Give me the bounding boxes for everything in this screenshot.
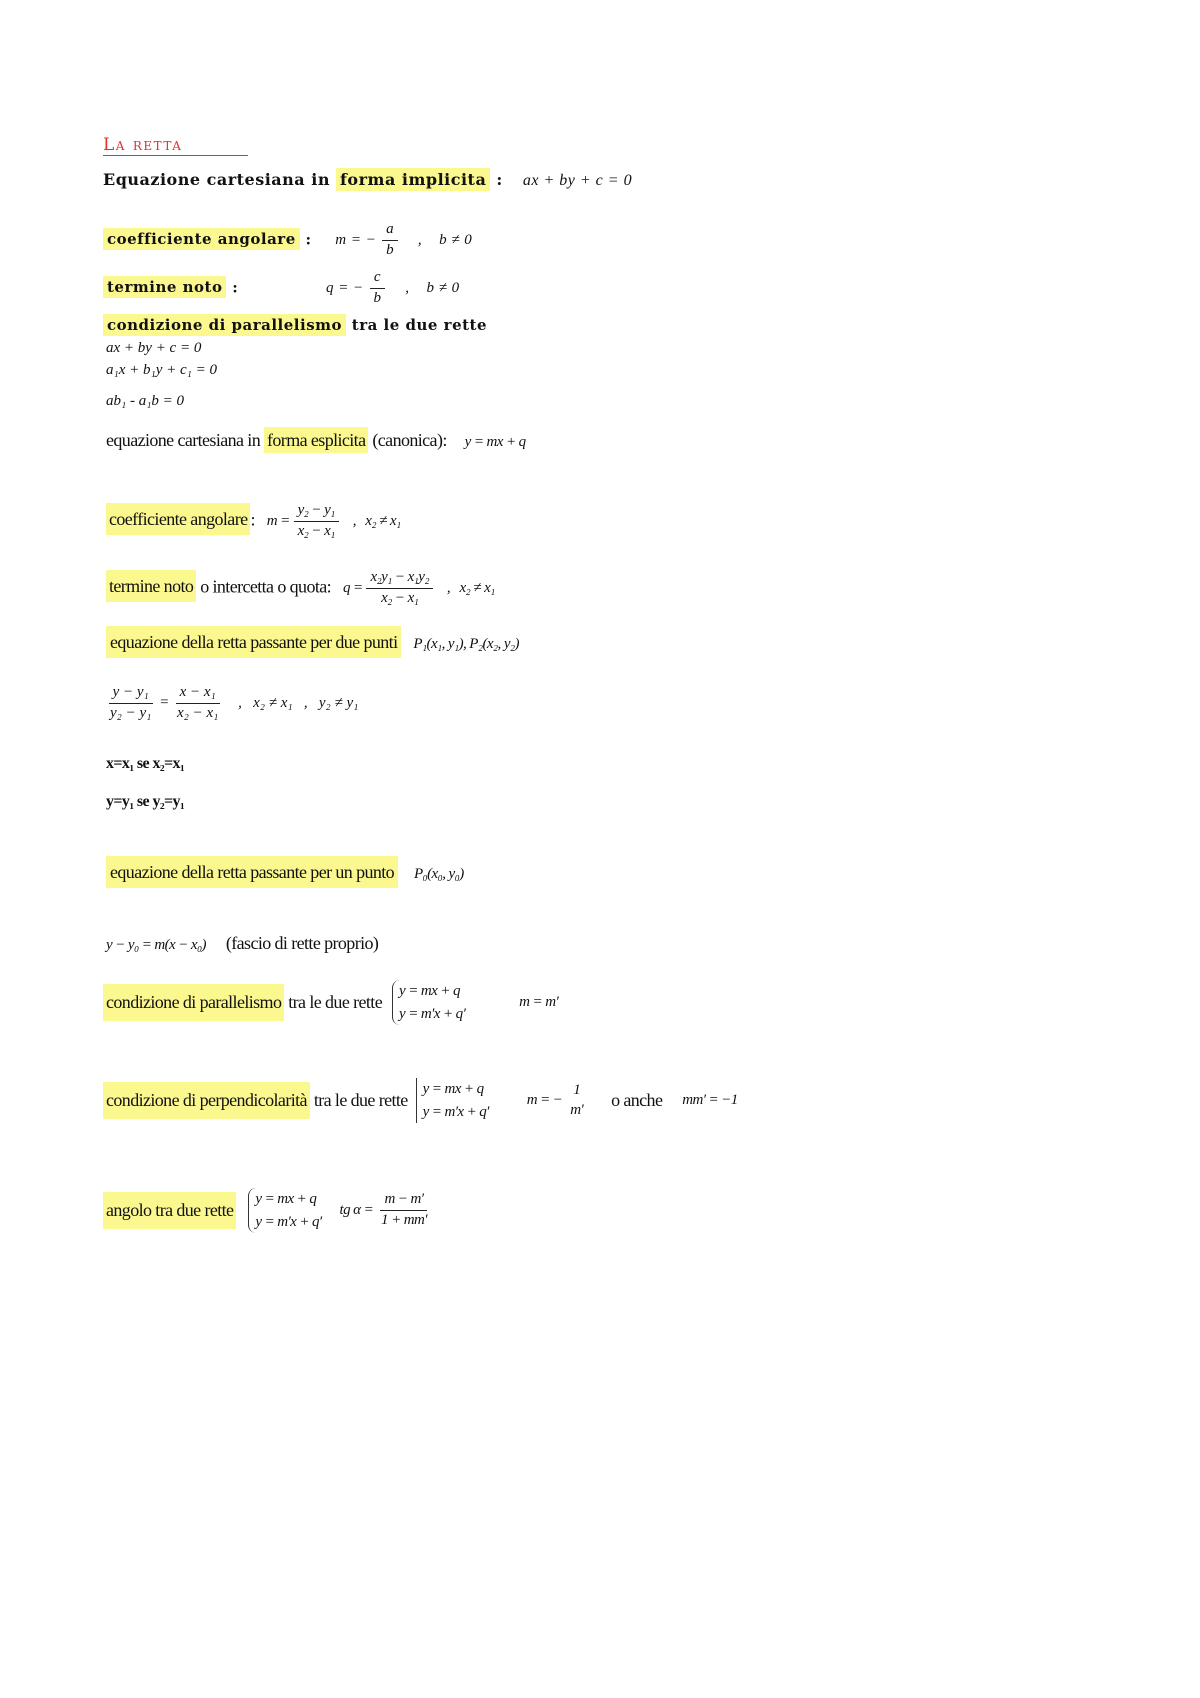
bundle-formula: y − y₀ = m(x − x₀) <box>106 937 206 953</box>
case-y-line: y=y₁ se y₂=y₁ <box>106 793 185 810</box>
perp-system <box>416 1078 489 1123</box>
par-explicit-label: condizione di parallelismo <box>103 984 284 1021</box>
angle-sys2: y = m′x + q′ <box>255 1213 322 1230</box>
coef-implicit-num: a <box>382 222 398 241</box>
par-explicit-sys2: y = m′x + q′ <box>399 1005 466 1022</box>
perp-sys1: y = mx + q <box>422 1081 484 1097</box>
coef-implicit-line <box>103 222 472 259</box>
par-explicit-sys1: y = mx + q <box>399 983 460 999</box>
implicit-form-line <box>103 170 632 190</box>
one-point-label: equazione della retta passante per un punto <box>106 856 398 888</box>
angle-line <box>103 1188 431 1233</box>
implicit-intro: Equazione cartesiana in <box>103 170 330 189</box>
coef-explicit-line <box>106 503 401 540</box>
term-explicit-den: x₂ − x₁ <box>381 589 419 606</box>
perp-den: m′ <box>570 1101 584 1118</box>
term-implicit-cond: , b ≠ 0 <box>405 280 460 297</box>
case-x-line: x=x₁ se x₂=x₁ <box>106 755 185 772</box>
term-implicit-fraction <box>369 270 385 307</box>
par-explicit-line <box>103 980 558 1025</box>
term-explicit-label: termine noto <box>106 570 196 602</box>
term-implicit-colon: : <box>232 278 239 297</box>
par-implicit-eq3: ab₁ - a₁b = 0 <box>106 393 185 409</box>
term-implicit-num: c <box>370 270 385 289</box>
angle-den: 1 + mm′ <box>381 1212 427 1228</box>
perp-sys2: y = m′x + q′ <box>422 1103 489 1120</box>
two-points-num-x: x − x₁ <box>176 685 220 704</box>
perp-num: 1 <box>573 1081 581 1098</box>
two-points-formula: P₁(x₁, y₁), P₂(x₂, y₂) <box>413 636 519 652</box>
perp-rest: tra le due rette <box>313 1090 408 1110</box>
angle-sys1: y = mx + q <box>255 1191 317 1207</box>
implicit-colon: : <box>496 170 503 189</box>
explicit-rest: (canonica): <box>372 430 447 450</box>
coef-explicit-label: coefficiente angolare <box>106 503 250 535</box>
two-points-den-x: x₂ − x₁ <box>177 704 219 721</box>
coef-explicit-cond: , x₂ ≠ x₁ <box>352 513 401 530</box>
par-explicit-rest: tra le due rette <box>288 992 383 1012</box>
coef-implicit-label: coefficiente angolare <box>103 228 300 250</box>
term-explicit-lhs: q = <box>342 580 363 597</box>
one-point-formula: P₀(x₀, y₀) <box>413 866 464 882</box>
term-implicit-lhs: q = − <box>325 280 364 297</box>
angle-lhs: tg α = <box>339 1202 374 1218</box>
coef-implicit-den: b <box>386 241 395 258</box>
par-implicit-line <box>103 316 487 334</box>
coef-explicit-num: y₂ − y₁ <box>294 503 339 522</box>
perp-lhs: m = − <box>526 1092 563 1108</box>
explicit-intro: equazione cartesiana in <box>106 430 261 450</box>
term-explicit-line <box>106 570 495 607</box>
perp-or: o anche <box>611 1090 663 1110</box>
term-implicit-label: termine noto <box>103 276 226 298</box>
two-points-label: equazione della retta passante per due punti <box>106 626 401 658</box>
perp-fraction <box>566 1083 587 1119</box>
coef-implicit-fraction <box>382 222 398 259</box>
par-implicit-rest: tra le due rette <box>351 316 488 334</box>
coef-implicit-cond: , b ≠ 0 <box>417 232 473 249</box>
perp-label: condizione di perpendicolarità <box>103 1082 310 1119</box>
par-explicit-cond: m = m′ <box>519 994 559 1010</box>
term-explicit-fraction <box>366 570 433 607</box>
perp-alt: mm′ = −1 <box>682 1092 738 1108</box>
bundle-line <box>106 933 378 954</box>
coef-explicit-colon: : <box>250 509 255 530</box>
implicit-form-highlight: forma implicita <box>336 168 490 191</box>
angle-system <box>248 1188 321 1233</box>
coef-implicit-lhs: m = − <box>335 232 377 249</box>
explicit-form-line <box>106 430 526 451</box>
explicit-formula: y = mx + q <box>464 434 526 450</box>
term-explicit-num: x₂y₁ − x₁y₂ <box>366 570 433 589</box>
par-implicit-eq2: a₁x + b₁y + c₁ = 0 <box>106 362 217 378</box>
coef-implicit-colon: : <box>305 230 312 249</box>
term-explicit-rest: o intercetta o quota: <box>200 576 332 597</box>
explicit-form-highlight: forma esplicita <box>264 427 368 453</box>
bundle-note: (fascio di rette proprio) <box>225 933 379 953</box>
term-implicit-den: b <box>373 289 382 306</box>
par-explicit-system <box>392 980 465 1025</box>
two-points-den-y: y₂ − y₁ <box>110 704 152 721</box>
one-point-line <box>106 862 464 883</box>
perp-line <box>103 1078 738 1123</box>
angle-fraction <box>377 1192 431 1229</box>
two-points-equation <box>106 685 358 722</box>
page-title: La retta <box>103 135 248 156</box>
angle-label: angolo tra due rette <box>103 1192 236 1229</box>
two-points-cond: , x₂ ≠ x₁ , y₂ ≠ y₁ <box>238 694 359 711</box>
angle-num: m − m′ <box>380 1192 427 1211</box>
coef-explicit-fraction <box>294 503 339 540</box>
coef-explicit-den: x₂ − x₁ <box>297 522 335 539</box>
par-implicit-eq1: ax + by + c = 0 <box>106 340 202 356</box>
two-points-frac-x <box>173 685 222 722</box>
two-points-equals: = <box>159 694 170 711</box>
two-points-num-y: y − y₁ <box>109 685 153 704</box>
coef-explicit-lhs: m = <box>266 513 290 530</box>
par-implicit-label: condizione di parallelismo <box>103 314 346 336</box>
implicit-formula: ax + by + c = 0 <box>522 172 633 189</box>
two-points-frac-y <box>106 685 155 722</box>
term-explicit-cond: , x₂ ≠ x₁ <box>446 580 495 597</box>
two-points-line <box>106 632 519 653</box>
term-implicit-line <box>103 270 460 307</box>
